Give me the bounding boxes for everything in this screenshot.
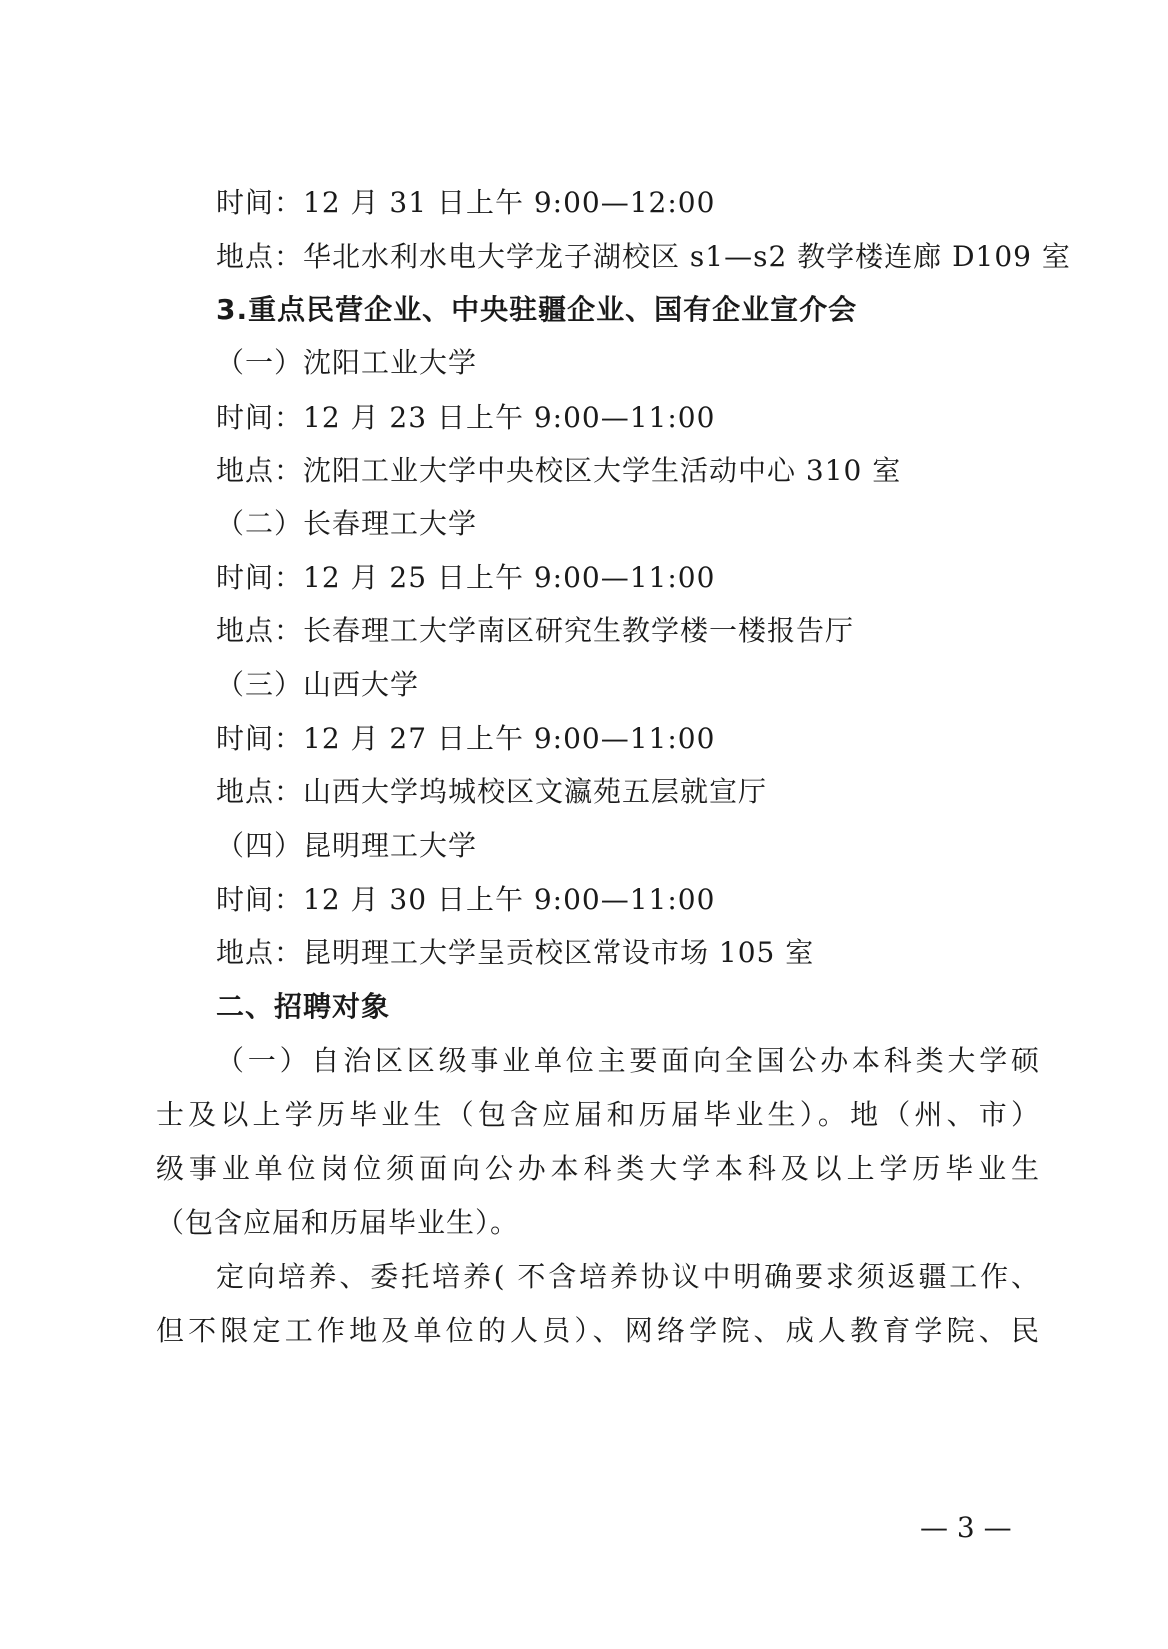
section-heading: 二、招聘对象	[216, 990, 391, 1023]
session-title: （四）昆明理工大学	[216, 829, 478, 862]
paragraph-line: 士及以上学历毕业生（包含应届和历届毕业生）。地（州、市）	[156, 1098, 1040, 1131]
session-place: 地点：昆明理工大学呈贡校区常设市场 105 室	[216, 936, 815, 969]
session-time: 时间：12 月 25 日上午 9:00—11:00	[216, 561, 716, 594]
paragraph-line: （一）自治区区级事业单位主要面向全国公办本科类大学硕	[216, 1044, 1040, 1077]
session-title: （三）山西大学	[216, 668, 420, 701]
paragraph-line: 但不限定工作地及单位的人员）、网络学院、成人教育学院、民	[156, 1314, 1040, 1347]
paragraph-line: 级事业单位岗位须面向公办本科类大学本科及以上学历毕业生	[156, 1152, 1040, 1185]
session-time: 时间：12 月 31 日上午 9:00—12:00	[216, 186, 716, 219]
session-title: （一）沈阳工业大学	[216, 346, 478, 379]
page-number: — 3 —	[920, 1511, 1012, 1544]
session-time: 时间：12 月 23 日上午 9:00—11:00	[216, 401, 716, 434]
session-place: 地点：沈阳工业大学中央校区大学生活动中心 310 室	[216, 454, 902, 487]
session-place: 地点：长春理工大学南区研究生教学楼一楼报告厅	[216, 614, 855, 647]
session-time: 时间：12 月 27 日上午 9:00—11:00	[216, 722, 716, 755]
session-place: 地点：华北水利水电大学龙子湖校区 s1—s2 教学楼连廊 D109 室	[216, 240, 1071, 273]
session-time: 时间：12 月 30 日上午 9:00—11:00	[216, 883, 716, 916]
session-title: （二）长春理工大学	[216, 507, 478, 540]
paragraph-line: （包含应届和历届毕业生）。	[156, 1206, 520, 1239]
section-heading: 3.重点民营企业、中央驻疆企业、国有企业宣介会	[216, 293, 858, 326]
paragraph-line: 定向培养、委托培养( 不含培养协议中明确要求须返疆工作、	[216, 1260, 1040, 1293]
session-place: 地点：山西大学坞城校区文瀛苑五层就宣厅	[216, 775, 768, 808]
